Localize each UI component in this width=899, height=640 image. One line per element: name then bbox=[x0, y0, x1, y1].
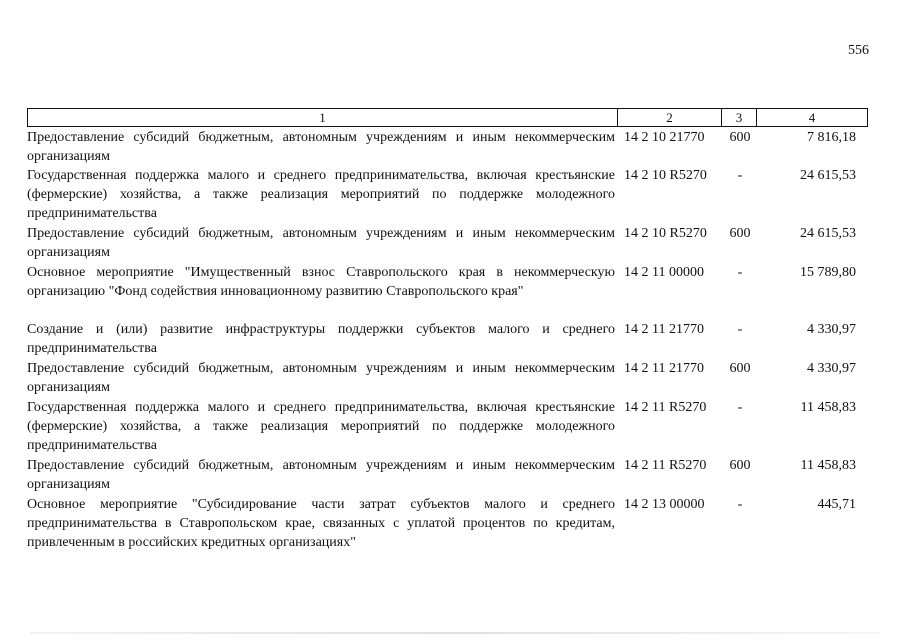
row-code: 14 2 10 21770 bbox=[624, 130, 705, 145]
table-header bbox=[27, 108, 868, 127]
table-row bbox=[27, 320, 868, 358]
row-type: - bbox=[737, 168, 743, 183]
row-code: 14 2 11 R5270 bbox=[624, 458, 707, 473]
row-amount: 11 458,83 bbox=[800, 458, 856, 473]
row-amount: 445,71 bbox=[817, 497, 856, 512]
header-col-1: 1 bbox=[28, 109, 618, 126]
row-amount: 24 615,53 bbox=[800, 168, 856, 183]
row-type: 600 bbox=[729, 130, 751, 145]
table-row bbox=[27, 263, 868, 301]
header-col-4: 4 bbox=[808, 110, 816, 125]
table-row bbox=[27, 359, 868, 397]
row-type: - bbox=[737, 265, 743, 280]
row-code: 14 2 11 21770 bbox=[624, 361, 704, 376]
row-description: Создание и (или) развитие инфраструктуры поддержки субъектов малого и среднего предпринимательства bbox=[27, 322, 615, 356]
header-col-3: 3 bbox=[722, 109, 757, 126]
row-type: 600 bbox=[729, 458, 751, 473]
row-code: 14 2 11 R5270 bbox=[624, 400, 707, 415]
row-type: - bbox=[737, 400, 743, 415]
header-col-2: 2 bbox=[618, 109, 722, 126]
row-code: 14 2 10 R5270 bbox=[624, 168, 707, 183]
budget-table bbox=[27, 108, 868, 552]
table-row bbox=[27, 128, 868, 166]
row-amount: 4 330,97 bbox=[807, 322, 856, 337]
table-row bbox=[27, 224, 868, 262]
row-amount: 15 789,80 bbox=[800, 265, 856, 280]
row-amount: 4 330,97 bbox=[807, 361, 856, 376]
row-description: Государственная поддержка малого и среднего предпринимательства, включая крестьянские (фермерские) хозяйства, а также реализация мероприятий по поддержке молодежного предпринимательства bbox=[27, 400, 615, 453]
table-row bbox=[27, 495, 868, 552]
row-type: 600 bbox=[729, 361, 751, 376]
row-type: 600 bbox=[729, 226, 751, 241]
scan-artifact-line bbox=[30, 632, 880, 634]
row-code: 14 2 13 00000 bbox=[624, 497, 705, 512]
row-type: - bbox=[737, 322, 743, 337]
row-code: 14 2 11 21770 bbox=[624, 322, 704, 337]
row-description: Основное мероприятие "Субсидирование части затрат субъектов малого и среднего предпринимательства в Ставропольском крае, связанных с уплатой процентов по кредитам, привлеченным в российских кредитных организациях" bbox=[27, 497, 615, 550]
row-code: 14 2 10 R5270 bbox=[624, 226, 707, 241]
table-row bbox=[27, 398, 868, 455]
row-description: Государственная поддержка малого и среднего предпринимательства, включая крестьянские (фермерские) хозяйства, а также реализация мероприятий по поддержке молодежного предпринимательства bbox=[27, 168, 615, 221]
page-number: 556 bbox=[848, 43, 869, 58]
row-amount: 11 458,83 bbox=[800, 400, 856, 415]
row-description: Предоставление субсидий бюджетным, автономным учреждениям и иным некоммерческим организациям bbox=[27, 361, 615, 395]
row-amount: 24 615,53 bbox=[800, 226, 856, 241]
row-description: Предоставление субсидий бюджетным, автономным учреждениям и иным некоммерческим организациям bbox=[27, 130, 615, 164]
table-row bbox=[27, 456, 868, 494]
row-description: Предоставление субсидий бюджетным, автономным учреждениям и иным некоммерческим организациям bbox=[27, 226, 615, 260]
row-description: Предоставление субсидий бюджетным, автономным учреждениям и иным некоммерческим организациям bbox=[27, 458, 615, 492]
row-description: Основное мероприятие "Имущественный взнос Ставропольского края в некоммерческую организацию "Фонд содействия инновационному развитию Ставропольского края" bbox=[27, 265, 615, 299]
row-amount: 7 816,18 bbox=[807, 130, 856, 145]
row-code: 14 2 11 00000 bbox=[624, 265, 704, 280]
table-row bbox=[27, 166, 868, 223]
row-type: - bbox=[737, 497, 743, 512]
